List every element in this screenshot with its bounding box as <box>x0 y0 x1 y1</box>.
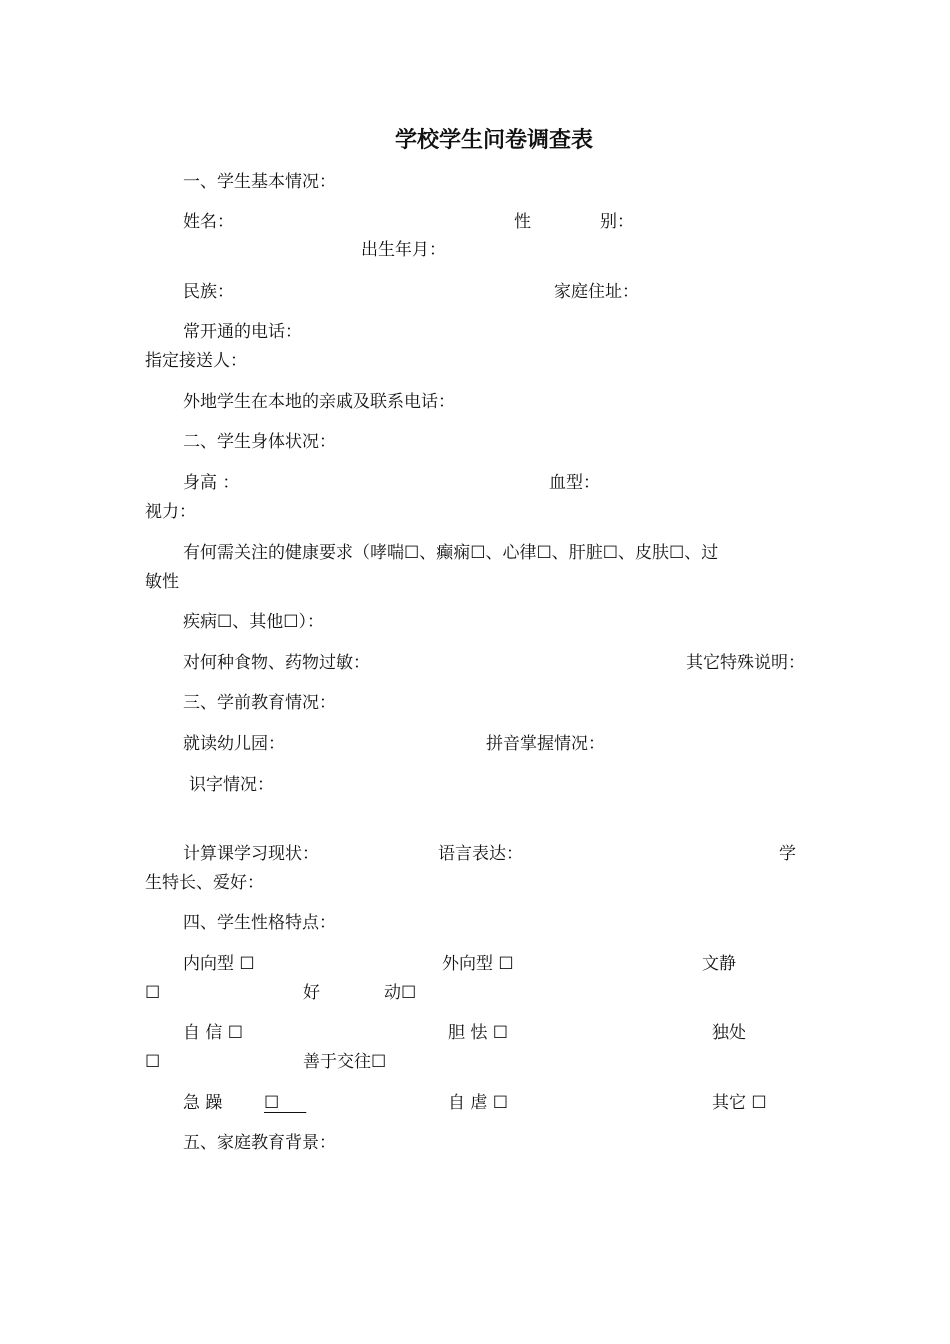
address-label: 家庭住址： <box>554 282 639 302</box>
pickup-label: 指定接送人： <box>145 351 247 371</box>
talent-label-start: 学 <box>779 844 796 864</box>
section5-heading: 五、家庭教育背景： <box>183 1133 336 1153</box>
quiet-option-checkbox: ☐ <box>145 983 161 1003</box>
section2-heading: 二、学生身体状况： <box>183 432 336 452</box>
impatient-option-checkbox: ☐ <box>264 1093 307 1113</box>
birth-label: 出生年月： <box>361 240 446 260</box>
name-label: 姓名： <box>183 212 234 232</box>
relatives-label: 外地学生在本地的亲戚及联系电话： <box>183 392 455 412</box>
introvert-option: 内向型 ☐ <box>183 954 255 974</box>
impatient-option-label: 急 躁 <box>183 1093 223 1113</box>
height-label: 身高 ： <box>183 473 240 493</box>
kindergarten-label: 就读幼儿园： <box>183 734 285 754</box>
active-option-dong: 动☐ <box>384 983 417 1003</box>
quiet-option-label: 文静 <box>702 954 736 974</box>
solitary-option-label: 独处 <box>712 1023 746 1043</box>
gender-label-xing: 性 <box>514 212 531 232</box>
other-option: 其它 ☐ <box>712 1093 767 1113</box>
literacy-label: 识字情况： <box>189 775 274 795</box>
language-label: 语言表达： <box>438 844 523 864</box>
gender-label-bie: 别： <box>600 212 634 232</box>
confident-option: 自 信 ☐ <box>183 1023 244 1043</box>
special-notes-label: 其它特殊说明： <box>686 653 805 673</box>
math-label: 计算课学习现状： <box>183 844 319 864</box>
pinyin-label: 拼音掌握情况： <box>486 734 605 754</box>
vision-label: 视力： <box>145 502 196 522</box>
allergy-label: 对何种食物、药物过敏： <box>183 653 370 673</box>
solitary-option-checkbox: ☐ <box>145 1052 161 1072</box>
section1-heading: 一、学生基本情况： <box>183 172 336 192</box>
active-option-hao: 好 <box>303 983 320 1003</box>
health-requirements-line1: 有何需关注的健康要求（哮喘☐、癫痫☐、心律☐、肝脏☐、皮肤☐、过 <box>183 543 719 563</box>
ethnicity-label: 民族： <box>183 282 234 302</box>
sociable-option: 善于交往☐ <box>303 1052 387 1072</box>
section4-heading: 四、学生性格特点： <box>183 913 336 933</box>
health-requirements-line2: 敏性 <box>145 572 179 592</box>
section3-heading: 三、学前教育情况： <box>183 693 336 713</box>
phone-label: 常开通的电话： <box>183 322 302 342</box>
document-title: 学校学生问卷调查表 <box>394 128 593 153</box>
timid-option: 胆 怯 ☐ <box>448 1023 509 1043</box>
health-requirements-line3: 疾病☐、其他☐）： <box>183 612 324 632</box>
talent-label: 生特长、爱好： <box>145 873 264 893</box>
self-abuse-option: 自 虐 ☐ <box>448 1093 509 1113</box>
extrovert-option: 外向型 ☐ <box>442 954 514 974</box>
blood-label: 血型： <box>549 473 600 493</box>
